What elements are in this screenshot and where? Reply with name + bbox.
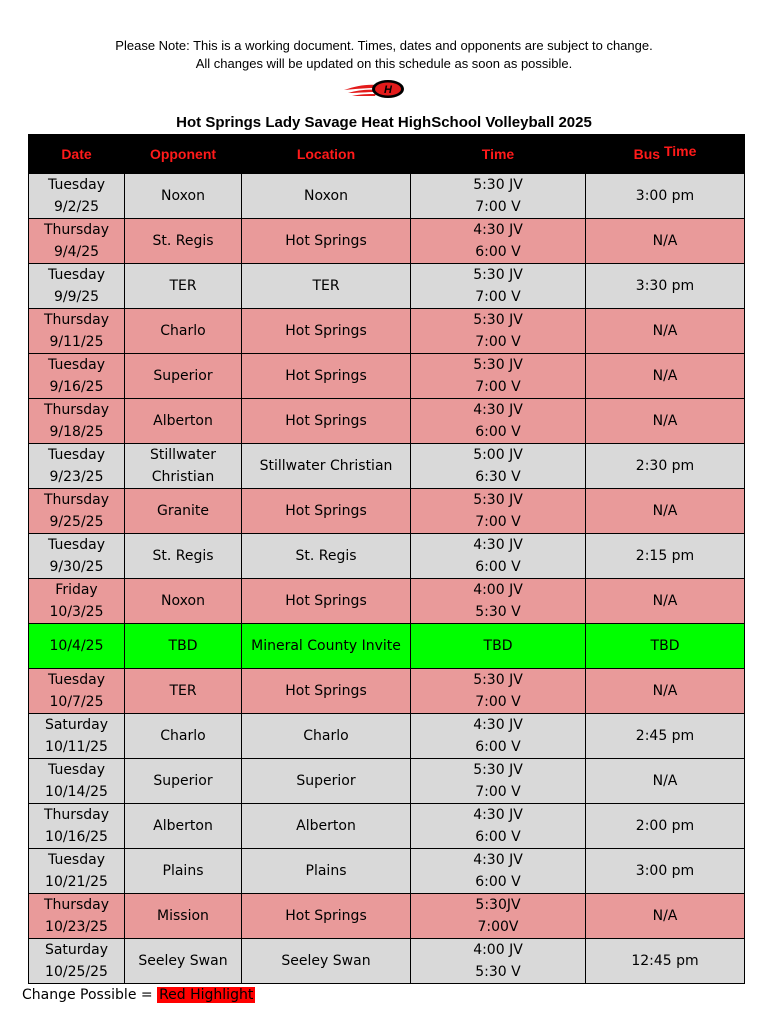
- location-cell: [242, 579, 411, 624]
- opponent-cell: [125, 264, 242, 309]
- time-cell: [411, 489, 586, 534]
- column-header-location: Location: [242, 135, 411, 174]
- opponent-cell: [125, 714, 242, 759]
- time-line-2: 7:00 V: [475, 289, 521, 305]
- day-text: Tuesday: [48, 852, 105, 868]
- bus-time-text: N/A: [652, 413, 678, 429]
- location-text: St. Regis: [295, 548, 357, 564]
- time-cell: [411, 309, 586, 354]
- time-line-2: 7:00 V: [475, 334, 521, 350]
- opponent-text: Plains: [162, 863, 204, 879]
- time-cell: [411, 399, 586, 444]
- date-cell: [29, 624, 125, 669]
- bus-time-cell: [586, 264, 745, 309]
- date-cell: [29, 219, 125, 264]
- date-text: 9/2/25: [53, 199, 100, 215]
- date-cell: [29, 174, 125, 219]
- date-text: 9/25/25: [49, 514, 104, 530]
- day-text: Tuesday: [48, 537, 105, 553]
- date-cell: [29, 534, 125, 579]
- time-line-1: 4:30 JV: [473, 852, 523, 868]
- location-text: TER: [312, 278, 340, 294]
- table-row: [29, 624, 745, 669]
- table-row: [29, 669, 745, 714]
- legend-highlight: Red Highlight: [159, 987, 254, 1003]
- bus-time-cell: [586, 579, 745, 624]
- time-cell: [411, 804, 586, 849]
- location-cell: [242, 264, 411, 309]
- date-text: 9/9/25: [53, 289, 100, 305]
- time-line-1: 4:30 JV: [473, 717, 523, 733]
- table-row: [29, 489, 745, 534]
- time-line-2: 7:00 V: [475, 199, 521, 215]
- day-text: Tuesday: [48, 447, 105, 463]
- opponent-cell: [125, 534, 242, 579]
- bus-label: Bus: [633, 146, 661, 162]
- time-line-1: 5:30 JV: [473, 672, 523, 688]
- time-cell: [411, 714, 586, 759]
- date-text: 9/11/25: [49, 334, 104, 350]
- location-text: Superior: [296, 773, 356, 789]
- time-cell: [411, 669, 586, 714]
- location-cell: [242, 714, 411, 759]
- bus-time-text: 2:45 pm: [635, 728, 695, 744]
- location-text: Hot Springs: [285, 503, 367, 519]
- date-cell: [29, 714, 125, 759]
- time-cell: [411, 264, 586, 309]
- bus-time-text: 2:30 pm: [635, 458, 695, 474]
- bus-time-text: TBD: [650, 638, 680, 654]
- location-cell: [242, 354, 411, 399]
- day-text: Thursday: [43, 312, 110, 328]
- date-text: 10/14/25: [45, 784, 108, 800]
- date-text: 10/23/25: [45, 919, 108, 935]
- date-cell: [29, 354, 125, 399]
- table-row: [29, 219, 745, 264]
- time-line-2: 6:00 V: [475, 874, 521, 890]
- day-text: Tuesday: [48, 177, 105, 193]
- location-text: Hot Springs: [285, 368, 367, 384]
- opponent-text: Seeley Swan: [138, 953, 228, 969]
- day-text: Tuesday: [48, 672, 105, 688]
- table-row: [29, 309, 745, 354]
- date-cell: [29, 264, 125, 309]
- schedule-title: Hot Springs Lady Savage Heat HighSchool Volleyball 2025: [176, 114, 592, 131]
- opponent-text: TER: [169, 683, 197, 699]
- time-line-2: 6:00 V: [475, 829, 521, 845]
- bus-time-text: N/A: [652, 908, 678, 924]
- disclaimer-line-2: All changes will be updated on this schedule as soon as possible.: [195, 56, 573, 71]
- table-row: [29, 714, 745, 759]
- opponent-text: Mission: [157, 908, 209, 924]
- time-cell: [411, 894, 586, 939]
- opponent-text: Noxon: [161, 188, 205, 204]
- date-text: 10/16/25: [45, 829, 108, 845]
- opponent-cell: [125, 579, 242, 624]
- location-cell: [242, 444, 411, 489]
- location-text: Mineral County Invite: [251, 638, 401, 654]
- opponent-cell: [125, 219, 242, 264]
- location-cell: [242, 939, 411, 984]
- opponent-cell: [125, 399, 242, 444]
- bus-time-text: N/A: [652, 683, 678, 699]
- bus-time-cell: [586, 354, 745, 399]
- day-text: Thursday: [43, 807, 110, 823]
- time-line-1: TBD: [483, 638, 513, 654]
- date-text: 9/23/25: [49, 469, 104, 485]
- day-text: Tuesday: [48, 357, 105, 373]
- table-row: [29, 444, 745, 489]
- table-row: [29, 849, 745, 894]
- time-cell: [411, 354, 586, 399]
- bus-time-cell: [586, 174, 745, 219]
- time-line-2: 6:00 V: [475, 424, 521, 440]
- table-row: [29, 174, 745, 219]
- time-line-1: 5:00 JV: [473, 447, 523, 463]
- opponent-text: Noxon: [161, 593, 205, 609]
- column-header-date: Date: [29, 135, 125, 174]
- opponent-text: Granite: [156, 503, 210, 519]
- time-cell: [411, 219, 586, 264]
- table-row: [29, 264, 745, 309]
- date-text: 9/16/25: [49, 379, 104, 395]
- bus-time-text: N/A: [652, 323, 678, 339]
- opponent-text: Superior: [153, 773, 213, 789]
- bus-time-cell: [586, 309, 745, 354]
- time-cell: [411, 759, 586, 804]
- opponent-cell: [125, 804, 242, 849]
- location-text: Hot Springs: [285, 593, 367, 609]
- location-cell: [242, 669, 411, 714]
- location-cell: [242, 534, 411, 579]
- time-line-1: 4:30 JV: [473, 222, 523, 238]
- opponent-cell: [125, 939, 242, 984]
- day-text: Thursday: [43, 222, 110, 238]
- time-line-1: 4:30 JV: [473, 537, 523, 553]
- date-cell: [29, 939, 125, 984]
- bus-time-text: N/A: [652, 233, 678, 249]
- legend: [22, 987, 255, 1003]
- date-cell: [29, 309, 125, 354]
- time-cell: [411, 534, 586, 579]
- location-cell: [242, 759, 411, 804]
- opponent-cell: [125, 759, 242, 804]
- bus-time-cell: [586, 219, 745, 264]
- date-cell: [29, 804, 125, 849]
- time-cell: [411, 849, 586, 894]
- table-header-row: [29, 135, 745, 174]
- date-text: 10/11/25: [45, 739, 108, 755]
- bus-time-text: 3:30 pm: [635, 278, 695, 294]
- time-line-1: 4:30 JV: [473, 402, 523, 418]
- location-cell: [242, 399, 411, 444]
- time-line-1: 5:30 JV: [473, 762, 523, 778]
- opponent-text: Superior: [153, 368, 213, 384]
- bus-time-cell: [586, 489, 745, 534]
- bus-time-text: 12:45 pm: [631, 953, 699, 969]
- table-row: [29, 579, 745, 624]
- opponent-text: TER: [169, 278, 197, 294]
- opponent-text: Alberton: [153, 818, 213, 834]
- location-text: Hot Springs: [285, 323, 367, 339]
- location-cell: [242, 309, 411, 354]
- column-header-bus-time: [586, 135, 745, 174]
- location-text: Hot Springs: [285, 413, 367, 429]
- bus-time-text: N/A: [652, 773, 678, 789]
- date-cell: [29, 444, 125, 489]
- date-cell: [29, 669, 125, 714]
- time-line-2: 7:00 V: [475, 379, 521, 395]
- location-text: Hot Springs: [285, 233, 367, 249]
- time-line-2: 5:30 V: [475, 604, 521, 620]
- time-line-2: 7:00 V: [475, 784, 521, 800]
- schedule-body: [29, 174, 745, 984]
- table-row: [29, 804, 745, 849]
- svg-text:H: H: [384, 84, 392, 96]
- location-cell: [242, 174, 411, 219]
- location-text: Plains: [305, 863, 347, 879]
- column-header-time: Time: [411, 135, 586, 174]
- time-line-1: 5:30 JV: [473, 312, 523, 328]
- date-cell: [29, 759, 125, 804]
- bus-time-cell: [586, 939, 745, 984]
- bus-time-cell: [586, 849, 745, 894]
- time-cell: [411, 444, 586, 489]
- schedule-table: [28, 134, 745, 984]
- date-cell: [29, 399, 125, 444]
- date-cell: [29, 579, 125, 624]
- opponent-text: Stillwater Christian: [150, 447, 216, 485]
- column-header-opponent: Opponent: [125, 135, 242, 174]
- time-line-2: 7:00 V: [475, 514, 521, 530]
- opponent-cell: [125, 894, 242, 939]
- date-text: 10/25/25: [45, 964, 108, 980]
- location-text: Alberton: [296, 818, 356, 834]
- bus-time-text: N/A: [652, 503, 678, 519]
- table-row: [29, 354, 745, 399]
- opponent-cell: [125, 849, 242, 894]
- location-cell: [242, 489, 411, 534]
- time-cell: [411, 939, 586, 984]
- bus-time-text: N/A: [652, 368, 678, 384]
- location-cell: [242, 804, 411, 849]
- bus-time-cell: [586, 804, 745, 849]
- day-text: Saturday: [44, 942, 109, 958]
- time-line-2: 6:00 V: [475, 559, 521, 575]
- location-text: Hot Springs: [285, 908, 367, 924]
- location-text: Charlo: [303, 728, 349, 744]
- time-line-2: 6:00 V: [475, 739, 521, 755]
- opponent-text: TBD: [168, 638, 198, 654]
- day-text: Tuesday: [48, 267, 105, 283]
- opponent-text: Alberton: [153, 413, 213, 429]
- date-cell: [29, 894, 125, 939]
- opponent-cell: [125, 489, 242, 534]
- day-text: Thursday: [43, 897, 110, 913]
- location-text: Noxon: [304, 188, 348, 204]
- opponent-cell: [125, 624, 242, 669]
- opponent-cell: [125, 309, 242, 354]
- table-row: [29, 894, 745, 939]
- date-text: 9/30/25: [49, 559, 104, 575]
- date-text: 10/21/25: [45, 874, 108, 890]
- time-cell: [411, 579, 586, 624]
- bus-time-text: 2:00 pm: [635, 818, 695, 834]
- time-line-1: 4:30 JV: [473, 807, 523, 823]
- time-cell: [411, 624, 586, 669]
- location-cell: [242, 894, 411, 939]
- bus-time-cell: [586, 894, 745, 939]
- opponent-text: Charlo: [160, 323, 206, 339]
- day-text: Friday: [55, 582, 98, 598]
- day-text: Thursday: [43, 402, 110, 418]
- hot-springs-heat-logo-icon: [342, 78, 406, 100]
- bus-time-label: Time: [663, 143, 697, 159]
- date-text: 9/18/25: [49, 424, 104, 440]
- bus-time-cell: [586, 714, 745, 759]
- bus-time-cell: [586, 624, 745, 669]
- time-line-2: 6:30 V: [475, 469, 521, 485]
- bus-time-cell: [586, 399, 745, 444]
- disclaimer-line-1: Please Note: This is a working document. Times, dates and opponents are subject to change.: [115, 38, 653, 53]
- location-text: Seeley Swan: [281, 953, 371, 969]
- date-cell: [29, 849, 125, 894]
- date-cell: [29, 489, 125, 534]
- opponent-cell: [125, 174, 242, 219]
- location-cell: [242, 849, 411, 894]
- bus-time-text: N/A: [652, 593, 678, 609]
- bus-time-text: 3:00 pm: [635, 188, 695, 204]
- location-text: Stillwater Christian: [259, 458, 393, 474]
- bus-time-cell: [586, 759, 745, 804]
- location-text: Hot Springs: [285, 683, 367, 699]
- opponent-text: Charlo: [160, 728, 206, 744]
- time-line-1: 5:30 JV: [473, 267, 523, 283]
- date-text: 10/4/25: [49, 638, 104, 654]
- opponent-cell: [125, 444, 242, 489]
- time-line-2: 6:00 V: [475, 244, 521, 260]
- table-row: [29, 939, 745, 984]
- bus-time-text: 3:00 pm: [635, 863, 695, 879]
- bus-time-cell: [586, 444, 745, 489]
- opponent-cell: [125, 669, 242, 714]
- time-line-1: 5:30 JV: [473, 492, 523, 508]
- opponent-text: St. Regis: [152, 233, 214, 249]
- opponent-text: St. Regis: [152, 548, 214, 564]
- opponent-cell: [125, 354, 242, 399]
- day-text: Saturday: [44, 717, 109, 733]
- day-text: Thursday: [43, 492, 110, 508]
- time-cell: [411, 174, 586, 219]
- date-text: 10/7/25: [49, 694, 104, 710]
- table-row: [29, 759, 745, 804]
- date-text: 9/4/25: [53, 244, 100, 260]
- day-text: Tuesday: [48, 762, 105, 778]
- table-row: [29, 399, 745, 444]
- time-line-2: 7:00 V: [475, 694, 521, 710]
- time-line-1: 5:30 JV: [473, 177, 523, 193]
- time-line-1: 5:30JV: [475, 897, 521, 913]
- time-line-2: 7:00V: [477, 919, 519, 935]
- bus-time-cell: [586, 669, 745, 714]
- time-line-2: 5:30 V: [475, 964, 521, 980]
- legend-label: Change Possible =: [22, 987, 158, 1003]
- time-line-1: 4:00 JV: [473, 942, 523, 958]
- table-row: [29, 534, 745, 579]
- date-text: 10/3/25: [49, 604, 104, 620]
- bus-time-cell: [586, 534, 745, 579]
- bus-time-text: 2:15 pm: [635, 548, 695, 564]
- location-cell: [242, 219, 411, 264]
- time-line-1: 5:30 JV: [473, 357, 523, 373]
- time-line-1: 4:00 JV: [473, 582, 523, 598]
- location-cell: [242, 624, 411, 669]
